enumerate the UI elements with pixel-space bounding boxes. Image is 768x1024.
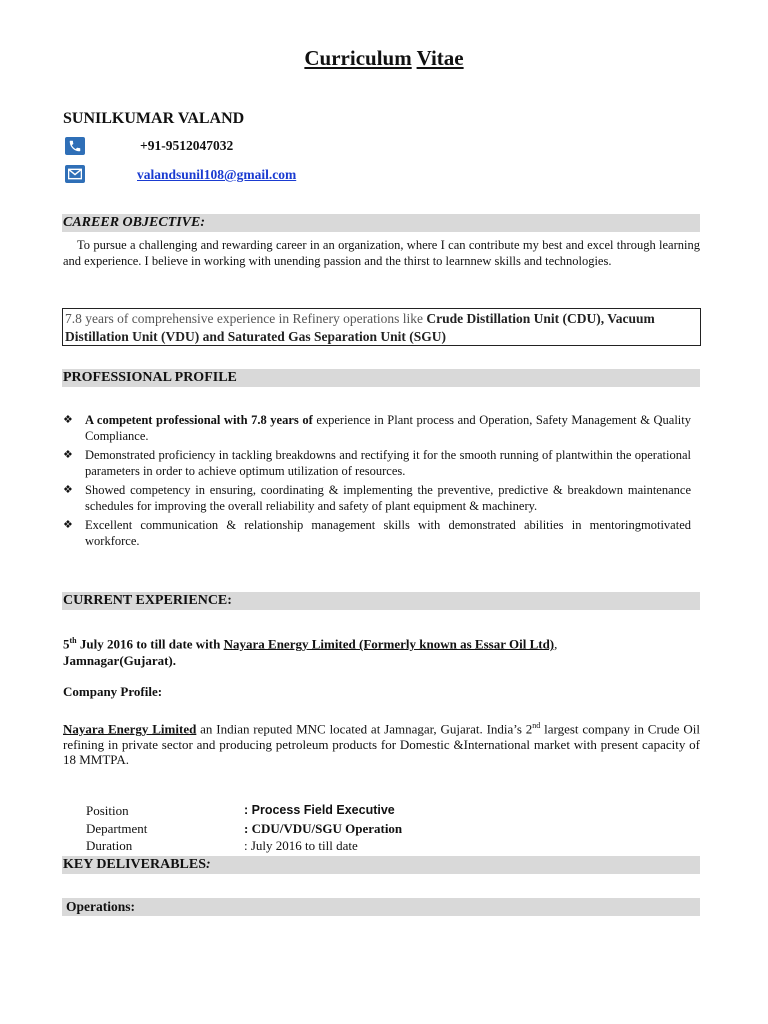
bullet-text: Showed competency in ensuring, coordinating & implementing the preventive, predictive & breakdown maintenance schedules for improving the overall reliability and safety of plant equipment & machinery. bbox=[85, 483, 691, 513]
profile-sup: nd bbox=[532, 721, 541, 730]
bullet-text: Demonstrated proficiency in tackling breakdowns and rectifying it for the smooth running of plantwithin the operational parameters in order to achieve optimum utilization of resources. bbox=[85, 448, 691, 478]
profile-text-part2: largest company in Crude Oil refining in private sector and producing petroleum products for Domestic &International market with present capacity of 18 MMTPA. bbox=[63, 721, 701, 768]
list-item bbox=[63, 413, 691, 444]
diamond-bullet-icon: ❖ bbox=[63, 484, 73, 496]
date-suffix: th bbox=[69, 636, 77, 645]
phone-icon bbox=[65, 137, 85, 155]
diamond-bullet-icon: ❖ bbox=[63, 519, 73, 531]
experience-summary-box bbox=[62, 308, 701, 346]
date-day: 5 bbox=[63, 636, 70, 652]
position-label: Position bbox=[86, 803, 129, 818]
company-profile-text bbox=[63, 718, 700, 768]
key-deliverables-heading bbox=[62, 856, 700, 874]
envelope-icon bbox=[65, 165, 85, 183]
employment-line bbox=[63, 632, 703, 669]
profile-text-part1: an Indian reputed MNC located at Jamnagar, Gujarat. India’s 2 bbox=[196, 721, 533, 737]
current-experience-heading: CURRENT EXPERIENCE: bbox=[62, 592, 700, 610]
title-word-curriculum: Curriculum bbox=[304, 46, 412, 70]
position-value: : Process Field Executive bbox=[244, 803, 395, 817]
department-label: Department bbox=[86, 821, 148, 836]
title-word-vitae: Vitae bbox=[416, 46, 464, 70]
list-item bbox=[63, 483, 691, 514]
duration-value: : July 2016 to till date bbox=[244, 838, 358, 853]
phone-number: +91-9512047032 bbox=[140, 138, 234, 153]
company-full-name: Nayara Energy Limited (Formerly known as Essar Oil Ltd) bbox=[223, 636, 555, 652]
summary-units-text: Crude Distillation Unit (CDU), Vacuum Distillation Unit (VDU) and Saturated Gas Separation Unit (SGU) bbox=[65, 311, 655, 344]
list-item bbox=[63, 518, 691, 549]
date-rest: July 2016 to till date with bbox=[76, 636, 224, 652]
operations-heading: Operations: bbox=[62, 898, 700, 916]
career-objective-text: To pursue a challenging and rewarding career in an organization, where I can contribute my best and excel through learning and experience. I believe in working with unending passion and the thirst to learnnew skills and technologies. bbox=[63, 238, 700, 268]
duration-label: Duration bbox=[86, 838, 133, 853]
comma: , bbox=[554, 636, 558, 652]
diamond-bullet-icon: ❖ bbox=[63, 414, 73, 426]
company-profile-label: Company Profile: bbox=[63, 684, 163, 699]
bullet-bold-text: A competent professional with 7.8 years of bbox=[85, 413, 313, 427]
candidate-name: SUNILKUMAR VALAND bbox=[63, 110, 245, 127]
email-link[interactable]: valandsunil108@gmail.com bbox=[137, 167, 297, 182]
bullet-text: experience in Plant process and Operation, Safety Management & Quality Compliance. bbox=[85, 413, 691, 443]
key-deliverables-colon: : bbox=[206, 857, 211, 872]
department-value: : CDU/VDU/SGU Operation bbox=[244, 821, 403, 836]
professional-profile-heading: PROFESSIONAL PROFILE bbox=[62, 369, 700, 387]
document-title bbox=[0, 46, 768, 71]
diamond-bullet-icon: ❖ bbox=[63, 449, 73, 461]
company-name: Nayara Energy Limited bbox=[63, 721, 197, 737]
profile-bullet-list bbox=[63, 413, 691, 549]
bullet-text: Excellent communication & relationship management skills with demonstrated abilities in mentoringmotivated workforce. bbox=[85, 518, 691, 548]
summary-plain-text: 7.8 years of comprehensive experience in Refinery operations like bbox=[65, 311, 427, 326]
company-location: Jamnagar(Gujarat). bbox=[63, 653, 177, 669]
career-objective-heading: CAREER OBJECTIVE: bbox=[62, 214, 700, 232]
list-item bbox=[63, 448, 691, 479]
key-deliverables-text: KEY DELIVERABLES bbox=[63, 857, 207, 872]
